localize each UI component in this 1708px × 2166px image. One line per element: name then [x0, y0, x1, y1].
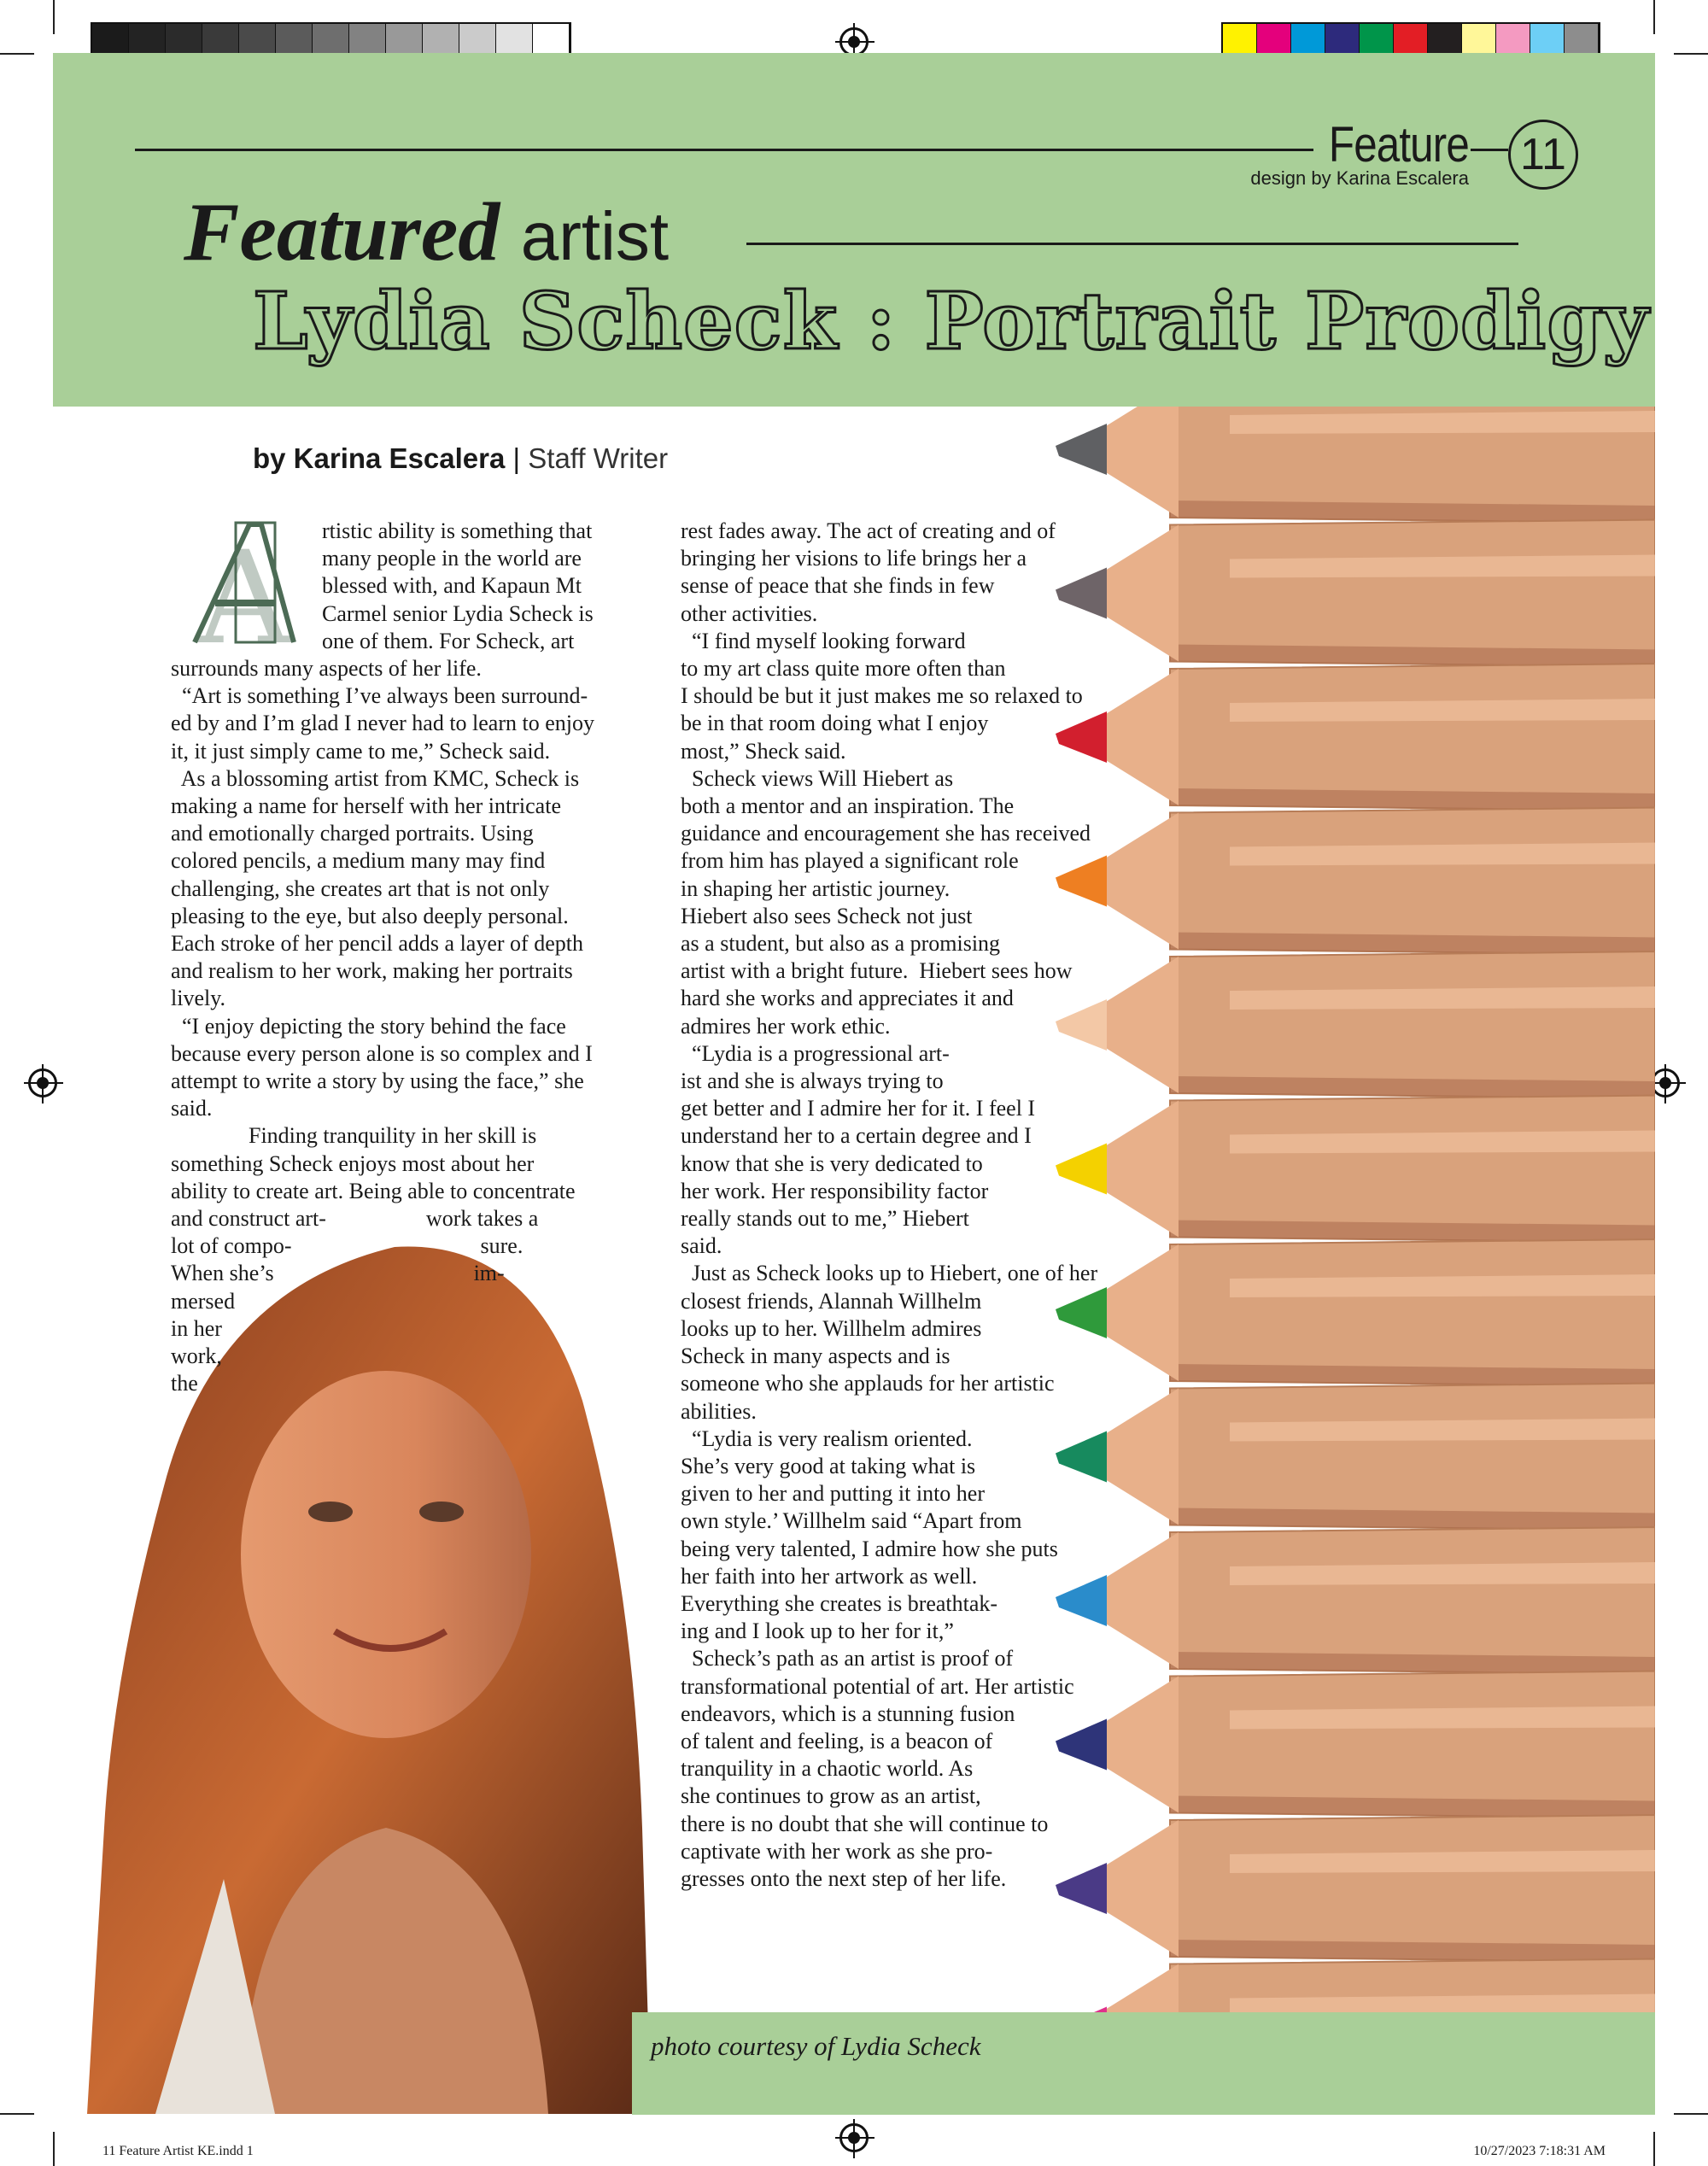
article-line: her faith into her artwork as well.: [681, 1563, 978, 1589]
article-line: challenging, she creates art that is not only: [171, 875, 550, 901]
article-line: admires her work ethic.: [681, 1013, 891, 1039]
kicker-rule: [746, 243, 1518, 245]
article-line: the: [171, 1371, 198, 1396]
byline-author: by Karina Escalera: [253, 442, 506, 474]
article-line: artist with a bright future. Hiebert sees how: [681, 958, 1073, 984]
article-line: When she’s im-: [171, 1261, 505, 1286]
article-line: in her: [171, 1315, 222, 1341]
colored-pencil: [1056, 520, 1655, 667]
byline: [253, 442, 668, 475]
byline-role: Staff Writer: [528, 442, 669, 474]
colored-pencil: [1056, 1384, 1655, 1531]
article-line: sense of peace that she finds in few: [681, 573, 995, 599]
article-column-2: [681, 518, 1097, 1893]
colored-pencil: [1056, 1096, 1655, 1243]
colored-pencil: [1056, 1527, 1655, 1674]
header-rule-right: [1471, 149, 1508, 151]
crop-mark: [1674, 53, 1708, 55]
article-line: surrounds many aspects of her life.: [171, 656, 482, 682]
article-line: transformational potential of art. Her artistic: [681, 1673, 1074, 1699]
article-line: blessed with, and Kapaun Mt: [322, 573, 582, 599]
registration-mark-icon: [1651, 1068, 1680, 1098]
crop-mark: [1674, 2113, 1708, 2115]
colored-pencil: [1056, 808, 1655, 955]
article-line: abilities.: [681, 1398, 757, 1424]
design-credit: design by Karina Escalera: [1250, 167, 1469, 189]
article-line: “I find myself looking forward: [681, 628, 966, 653]
article-line: As a blossoming artist from KMC, Scheck is: [171, 765, 580, 791]
article-line: and construct art- work takes a: [171, 1206, 539, 1232]
article-line: endeavors, which is a stunning fusion: [681, 1701, 1015, 1726]
colored-pencil: [1056, 951, 1655, 1098]
article-line: captivate with her work as she pro-: [681, 1838, 993, 1864]
article-line: “Lydia is a progressional art-: [681, 1040, 950, 1066]
article-line: get better and I admire her for it. I feel I: [681, 1096, 1036, 1121]
article-line: Carmel senior Lydia Scheck is: [322, 600, 594, 626]
article-line: because every person alone is so complex and I: [171, 1040, 593, 1066]
article-line: be in that room doing what I enjoy: [681, 711, 989, 736]
article-line: Scheck views Will Hiebert as: [681, 765, 954, 791]
article-line: She’s very good at taking what is: [681, 1453, 976, 1478]
article-line: pleasing to the eye, but also deeply personal.: [171, 903, 569, 928]
article-line: as a student, but also as a promising: [681, 931, 1001, 957]
photo-caption: photo courtesy of Lydia Scheck: [651, 2031, 981, 2061]
article-line: said.: [171, 1096, 213, 1121]
colored-pencil: [1056, 1239, 1655, 1386]
header-rule: [135, 149, 1313, 151]
crop-mark: [53, 2132, 55, 2166]
article-line: work,: [171, 1344, 222, 1369]
kicker-bold: Featured: [184, 186, 500, 278]
article-line: understand her to a certain degree and I: [681, 1123, 1032, 1149]
article-column-1: [171, 518, 594, 1398]
article-line: one of them. For Scheck, art: [322, 628, 575, 653]
crop-mark: [0, 2113, 34, 2115]
article-line: Scheck in many aspects and is: [681, 1344, 951, 1369]
colored-pencil: [1056, 407, 1655, 523]
article-line: her work. Her responsibility factor: [681, 1178, 989, 1203]
article-line: know that she is very dedicated to: [681, 1150, 983, 1176]
article-line: given to her and putting it into her: [681, 1481, 985, 1507]
caption-band: [632, 2012, 1655, 2115]
article-line: mersed: [171, 1288, 236, 1314]
article-line: rtistic ability is something that: [322, 518, 593, 543]
registration-mark-icon: [839, 27, 869, 56]
article-line: Everything she creates is breathtak-: [681, 1590, 998, 1616]
article-line: other activities.: [681, 600, 818, 626]
article-line: “Lydia is very realism oriented.: [681, 1425, 973, 1451]
article-line: I should be but it just makes me so relaxed to: [681, 683, 1083, 709]
page-number: 11: [1508, 120, 1578, 190]
kicker-light: artist: [520, 198, 670, 274]
article-line: there is no doubt that she will continue to: [681, 1811, 1049, 1836]
article-line: being very talented, I admire how she puts: [681, 1536, 1058, 1561]
article-line: really stands out to me,” Hiebert: [681, 1206, 969, 1232]
article-line: ist and she is always trying to: [681, 1068, 944, 1094]
article-line: Scheck’s path as an artist is proof of: [681, 1646, 1014, 1671]
drop-cap-letter: A: [197, 524, 291, 647]
crop-mark: [53, 0, 55, 34]
article-line: Finding tranquility in her skill is: [171, 1123, 537, 1149]
article-line: of talent and feeling, is a beacon of: [681, 1728, 993, 1753]
byline-separator: |: [512, 442, 521, 474]
article-line: rest fades away. The act of creating and of: [681, 518, 1056, 543]
crop-mark: [1653, 0, 1655, 34]
colored-pencil: [1056, 664, 1655, 811]
article-line: colored pencils, a medium many may find: [171, 848, 546, 874]
article-line: many people in the world are: [322, 546, 582, 571]
registration-mark-icon: [839, 2123, 869, 2152]
article-line: Just as Scheck looks up to Hiebert, one of her: [681, 1261, 1098, 1286]
article-line: gresses onto the next step of her life.: [681, 1865, 1007, 1891]
article-line: ing and I look up to her for it,”: [681, 1619, 954, 1644]
article-line: “Art is something I’ve always been surround-: [171, 683, 588, 709]
article-line: ed by and I’m glad I never had to learn to enjoy: [171, 711, 594, 736]
article-line: to my art class quite more often than: [681, 656, 1006, 682]
article-line: attempt to write a story by using the face,” she: [171, 1068, 584, 1094]
article-line: said.: [681, 1233, 722, 1259]
colored-pencil: [1056, 1671, 1655, 1818]
article-line: and realism to her work, making her portraits: [171, 958, 573, 984]
section-label: Feature: [1329, 117, 1469, 173]
article-line: lively.: [171, 986, 226, 1011]
article-line: from him has played a significant role: [681, 848, 1019, 874]
article-line: most,” Sheck said.: [681, 738, 846, 764]
registration-mark-icon: [28, 1068, 57, 1098]
crop-mark: [0, 53, 34, 55]
kicker-title: [184, 186, 670, 279]
article-line: closest friends, Alannah Willhelm: [681, 1288, 982, 1314]
article-line: guidance and encouragement she has received: [681, 821, 1091, 846]
article-line: someone who she applauds for her artistic: [681, 1371, 1055, 1396]
article-line: Hiebert also sees Scheck not just: [681, 903, 973, 928]
file-slug: 11 Feature Artist KE.indd 1: [102, 2144, 254, 2158]
headline: Lydia Scheck : Portrait Prodigy: [253, 275, 1650, 367]
article-line: own style.’ Willhelm said “Apart from: [681, 1508, 1022, 1534]
article-line: ability to create art. Being able to concentrate: [171, 1178, 576, 1203]
article-line: in shaping her artistic journey.: [681, 875, 951, 901]
article-line: making a name for herself with her intricate: [171, 793, 561, 819]
article-line: “I enjoy depicting the story behind the face: [171, 1013, 566, 1039]
article-line: she continues to grow as an artist,: [681, 1783, 981, 1809]
article-line: hard she works and appreciates it and: [681, 986, 1014, 1011]
crop-mark: [1653, 2132, 1655, 2166]
article-line: something Scheck enjoys most about her: [171, 1150, 535, 1176]
timestamp-slug: 10/27/2023 7:18:31 AM: [1473, 2144, 1606, 2158]
article-line: looks up to her. Willhelm admires: [681, 1315, 982, 1341]
article-line: Each stroke of her pencil adds a layer of depth: [171, 931, 583, 957]
face-shape: [241, 1371, 531, 1738]
article-line: it, it just simply came to me,” Scheck said.: [171, 738, 551, 764]
colored-pencil: [1056, 1815, 1655, 1962]
article-line: bringing her visions to life brings her a: [681, 546, 1027, 571]
article-line: and emotionally charged portraits. Using: [171, 821, 534, 846]
article-line: tranquility in a chaotic world. As: [681, 1756, 974, 1782]
article-line: lot of compo- sure.: [171, 1233, 524, 1259]
colored-pencils-photo: [1025, 407, 1655, 2106]
article-line: both a mentor and an inspiration. The: [681, 793, 1015, 819]
